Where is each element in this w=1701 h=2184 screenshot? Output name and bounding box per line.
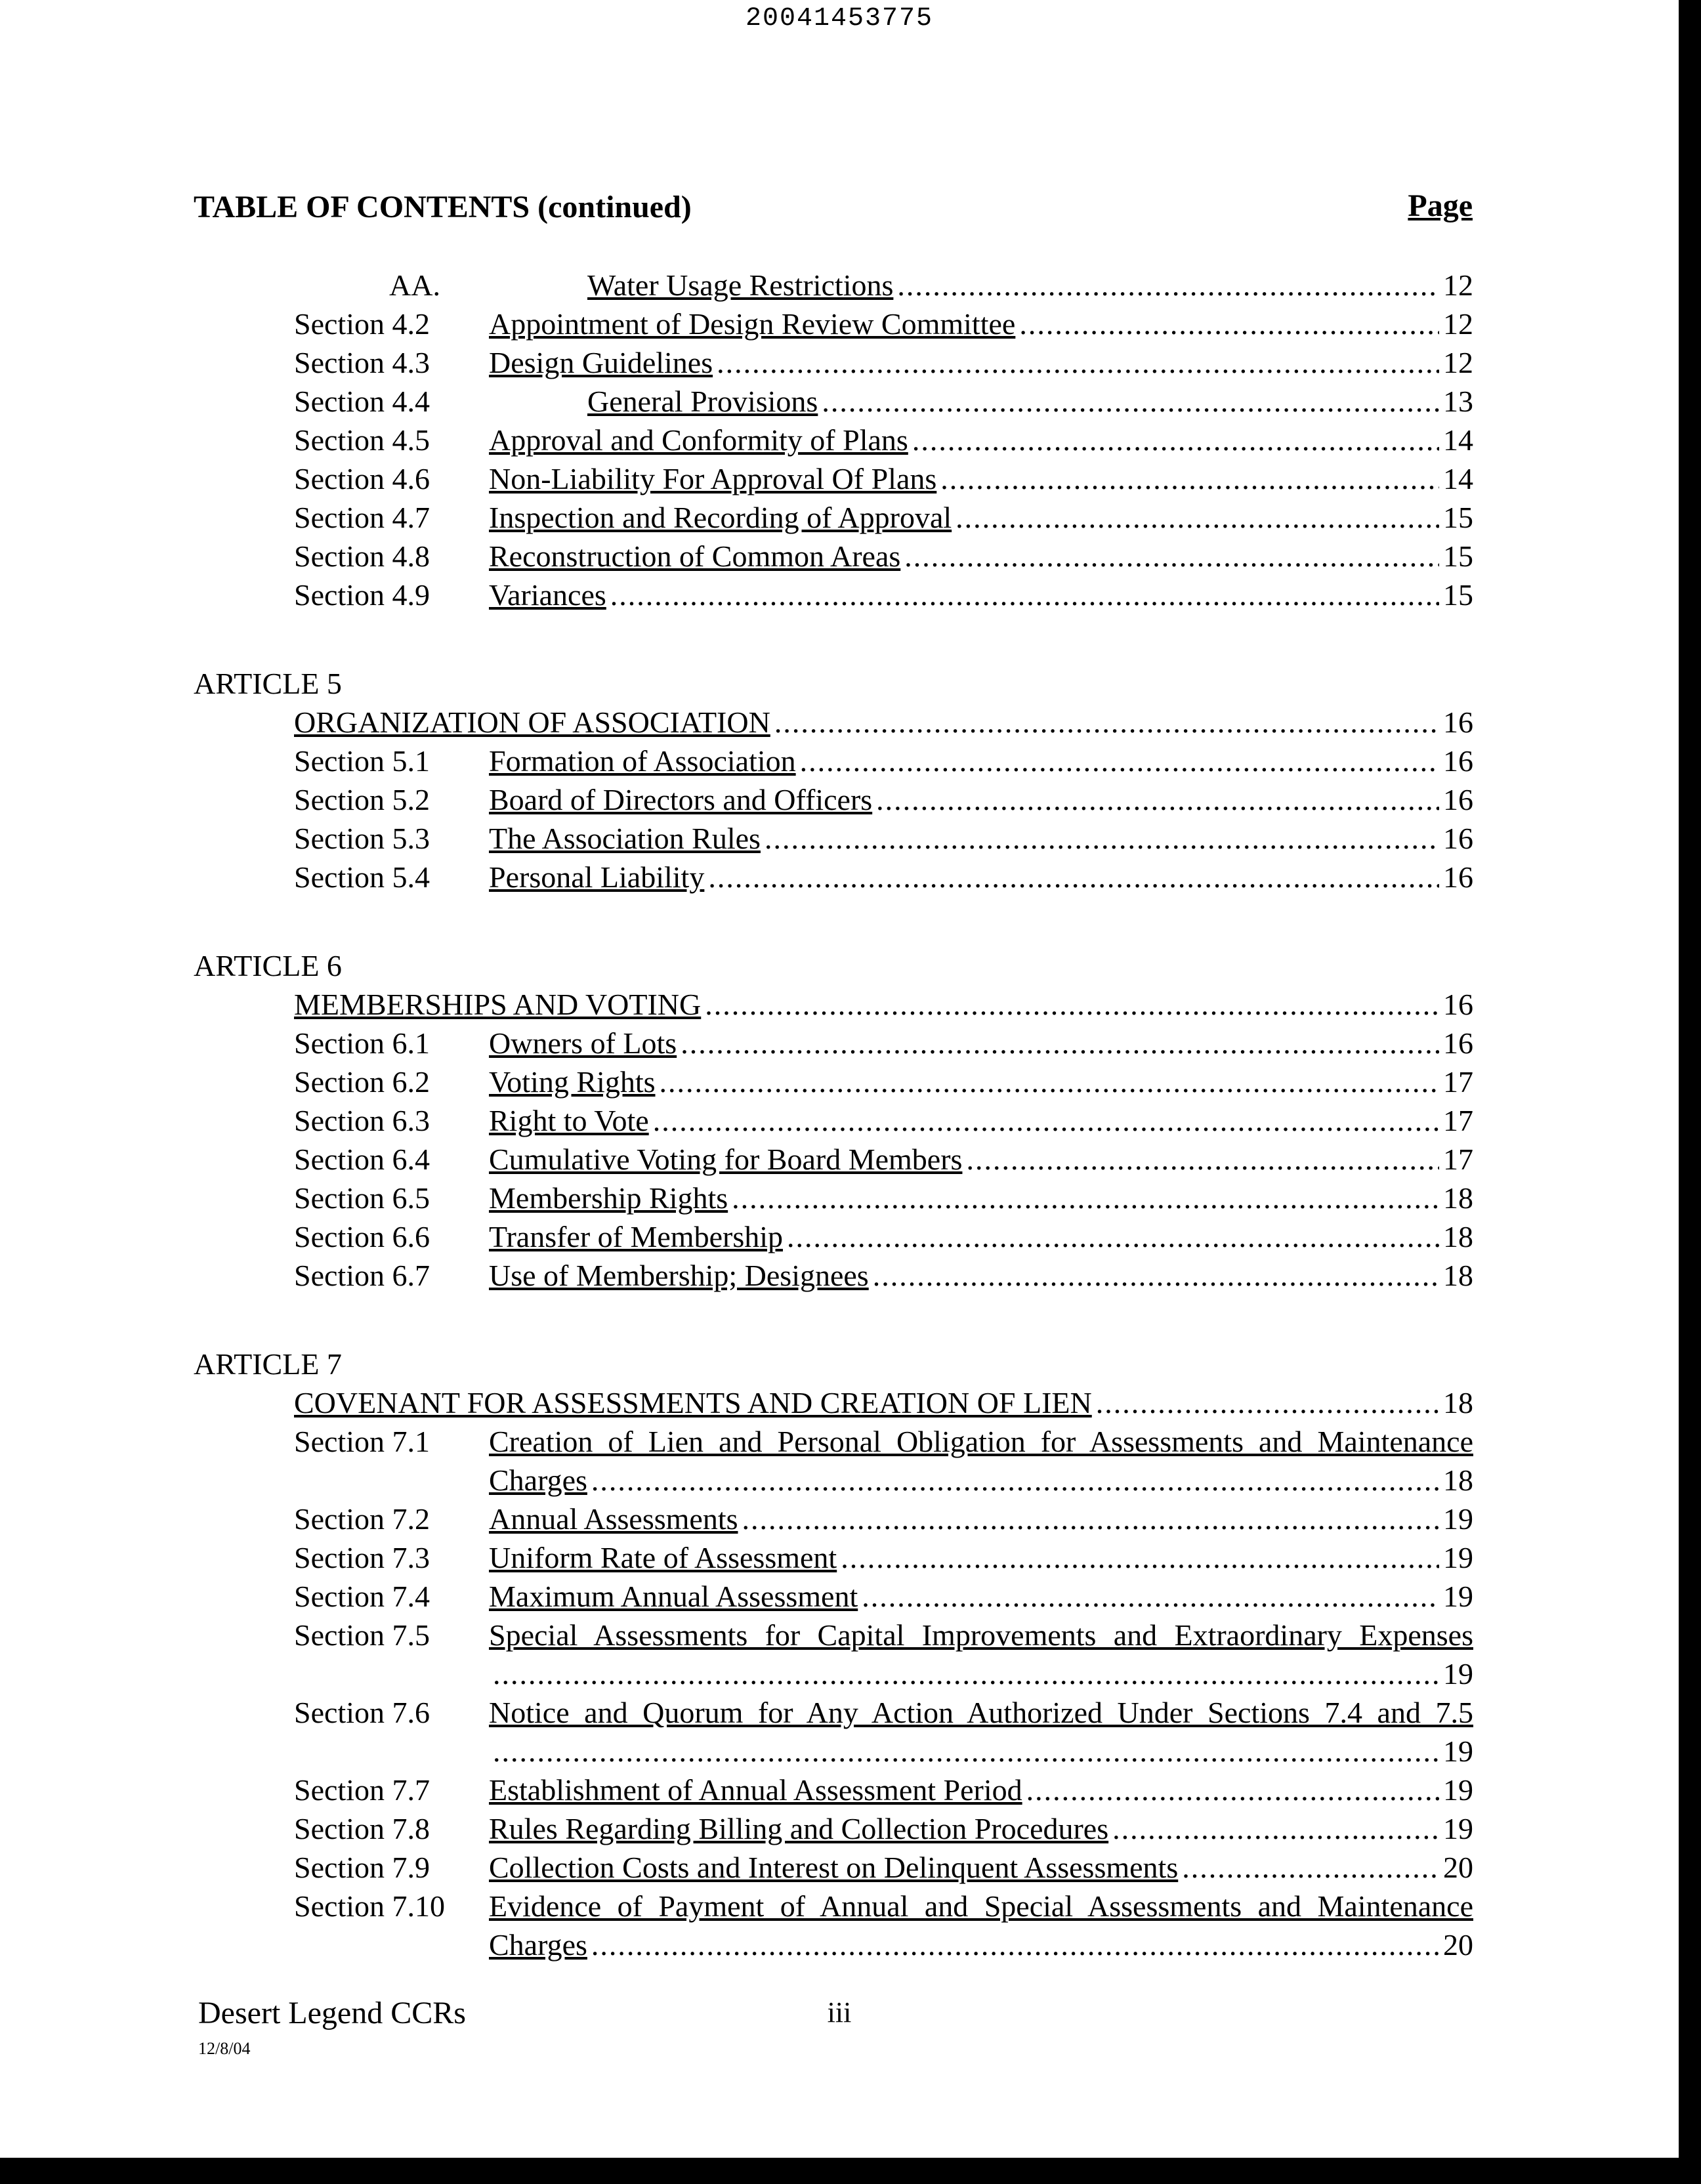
entry-title: The Association Rules xyxy=(489,822,761,855)
toc-entry-line xyxy=(489,1654,1473,1693)
section-number: Section 4.8 xyxy=(294,539,430,573)
entry-title: Reconstruction of Common Areas xyxy=(489,539,901,573)
toc-heading: TABLE OF CONTENTS (continued) xyxy=(194,190,692,224)
entry-page: 19 xyxy=(1443,1580,1473,1613)
toc-entry-line xyxy=(489,421,1473,459)
page-number: iii xyxy=(827,1996,852,2028)
toc-row xyxy=(194,1809,1473,1848)
entry-page: 19 xyxy=(1443,1773,1473,1807)
entry-title: Establishment of Annual Assessment Period xyxy=(489,1773,1022,1807)
article-heading-row xyxy=(194,664,1473,703)
section-number: Section 5.2 xyxy=(294,783,430,816)
toc-entries xyxy=(194,266,1473,1964)
dot-leader xyxy=(862,1577,1439,1616)
section-gap xyxy=(194,1295,1473,1345)
entry-page: 20 xyxy=(1443,1928,1473,1962)
toc-row xyxy=(194,780,1473,819)
toc-entry-line xyxy=(294,703,1473,742)
toc-row xyxy=(194,1693,1473,1732)
dot-leader xyxy=(904,537,1439,576)
entry-title: Maximum Annual Assessment xyxy=(489,1580,858,1613)
entry-page: 19 xyxy=(1443,1734,1473,1768)
entry-title: Non-Liability For Approval Of Plans xyxy=(489,462,937,495)
toc-row-continued xyxy=(194,1732,1473,1771)
entry-title: Personal Liability xyxy=(489,860,705,894)
dot-leader xyxy=(493,1732,1439,1771)
toc-entry-line xyxy=(489,1062,1473,1101)
entry-title: Charges xyxy=(489,1928,587,1962)
section-number: Section 5.1 xyxy=(294,744,430,778)
toc-entry-line xyxy=(489,1925,1473,1964)
section-number: Section 6.2 xyxy=(294,1065,430,1099)
entry-page: 18 xyxy=(1443,1259,1473,1292)
entry-title: Membership Rights xyxy=(489,1181,728,1215)
dot-leader xyxy=(681,1024,1439,1062)
article-title-row xyxy=(194,703,1473,742)
toc-row xyxy=(194,1217,1473,1256)
toc-entry-line xyxy=(489,1140,1473,1179)
section-number: Section 4.3 xyxy=(294,346,430,379)
dot-leader xyxy=(1026,1771,1439,1809)
entry-title: Uniform Rate of Assessment xyxy=(489,1541,837,1574)
toc-entry-line xyxy=(489,819,1473,858)
section-number: AA. xyxy=(389,268,440,302)
entry-page: 12 xyxy=(1443,268,1473,302)
entry-page: 19 xyxy=(1443,1541,1473,1574)
toc-row xyxy=(194,858,1473,896)
toc-row xyxy=(194,576,1473,614)
toc-row-continued xyxy=(194,1461,1473,1500)
entry-page: 17 xyxy=(1443,1143,1473,1176)
dot-leader xyxy=(876,780,1439,819)
entry-title: Right to Vote xyxy=(489,1104,649,1137)
dot-leader xyxy=(912,421,1439,459)
section-number: Section 6.6 xyxy=(294,1220,430,1253)
toc-row xyxy=(194,459,1473,498)
entry-page: 16 xyxy=(1443,705,1473,739)
scan-border-bottom xyxy=(0,2158,1701,2184)
entry-title: COVENANT FOR ASSESSMENTS AND CREATION OF LIEN xyxy=(294,1386,1092,1419)
entry-page: 13 xyxy=(1443,385,1473,418)
section-number: Section 4.2 xyxy=(294,307,430,341)
article-heading: ARTICLE 5 xyxy=(194,667,342,700)
toc-row xyxy=(194,1101,1473,1140)
section-number: Section 7.4 xyxy=(294,1580,430,1613)
toc-entry-line xyxy=(489,304,1473,343)
entry-page: 19 xyxy=(1443,1812,1473,1845)
scan-border-right xyxy=(1679,0,1701,2184)
entry-title: Approval and Conformity of Plans xyxy=(489,423,908,457)
entry-title: Annual Assessments xyxy=(489,1502,738,1536)
section-number: Section 4.7 xyxy=(294,501,430,534)
dot-leader xyxy=(940,459,1439,498)
footer-date: 12/8/04 xyxy=(198,2039,251,2058)
entry-title: Use of Membership; Designees xyxy=(489,1259,869,1292)
toc-entry-line xyxy=(489,1461,1473,1500)
article-heading-row xyxy=(194,1345,1473,1383)
toc-row xyxy=(194,382,1473,421)
entry-page: 16 xyxy=(1443,1026,1473,1060)
dot-leader xyxy=(800,742,1439,780)
dot-leader xyxy=(708,858,1439,896)
entry-page: 16 xyxy=(1443,822,1473,855)
entry-page: 15 xyxy=(1443,539,1473,573)
toc-row xyxy=(194,498,1473,537)
toc-row xyxy=(194,343,1473,382)
toc-row xyxy=(194,1577,1473,1616)
section-number: Section 4.5 xyxy=(294,423,430,457)
entry-page: 19 xyxy=(1443,1657,1473,1690)
section-gap xyxy=(194,614,1473,664)
dot-leader xyxy=(591,1925,1439,1964)
dot-leader xyxy=(705,985,1439,1024)
entry-title: Board of Directors and Officers xyxy=(489,783,873,816)
section-number: Section 5.4 xyxy=(294,860,430,894)
entry-title: General Provisions xyxy=(587,385,818,418)
entry-title: Collection Costs and Interest on Delinquent Assessments xyxy=(489,1851,1179,1884)
section-number: Section 7.10 xyxy=(294,1889,445,1923)
dot-leader xyxy=(1182,1848,1439,1887)
section-gap xyxy=(194,896,1473,946)
toc-row xyxy=(194,819,1473,858)
toc-entry-line xyxy=(489,1024,1473,1062)
page-column-heading: Page xyxy=(1408,188,1473,223)
section-number: Section 6.5 xyxy=(294,1181,430,1215)
toc-row xyxy=(194,1771,1473,1809)
section-number: Section 4.4 xyxy=(294,385,430,418)
dot-leader xyxy=(897,266,1439,304)
entry-page: 15 xyxy=(1443,578,1473,612)
entry-title: Inspection and Recording of Approval xyxy=(489,501,952,534)
entry-title: ORGANIZATION OF ASSOCIATION xyxy=(294,705,770,739)
dot-leader xyxy=(660,1062,1440,1101)
entry-page: 17 xyxy=(1443,1104,1473,1137)
toc-entry-line xyxy=(489,1732,1473,1771)
toc-entry-line xyxy=(489,1771,1473,1809)
toc-entry-line xyxy=(587,382,1473,421)
entry-page: 14 xyxy=(1443,423,1473,457)
entry-page: 18 xyxy=(1443,1463,1473,1497)
section-number: Section 4.9 xyxy=(294,578,430,612)
entry-page: 16 xyxy=(1443,744,1473,778)
entry-page: 15 xyxy=(1443,501,1473,534)
toc-row xyxy=(194,1848,1473,1887)
entry-page: 17 xyxy=(1443,1065,1473,1099)
entry-page: 16 xyxy=(1443,783,1473,816)
article-heading: ARTICLE 6 xyxy=(194,949,342,982)
dot-leader xyxy=(717,343,1439,382)
section-number: Section 7.8 xyxy=(294,1812,430,1845)
entry-page: 12 xyxy=(1443,346,1473,379)
entry-page: 16 xyxy=(1443,988,1473,1021)
dot-leader xyxy=(742,1500,1440,1538)
entry-title: Formation of Association xyxy=(489,744,796,778)
entry-title: Owners of Lots xyxy=(489,1026,677,1060)
dot-leader xyxy=(610,576,1439,614)
toc-row xyxy=(194,1616,1473,1654)
toc-entry-line xyxy=(489,537,1473,576)
toc-row xyxy=(194,742,1473,780)
toc-row xyxy=(194,266,1473,304)
toc-row-continued xyxy=(194,1654,1473,1693)
toc-entry-line xyxy=(489,1179,1473,1217)
dot-leader xyxy=(653,1101,1439,1140)
dot-leader xyxy=(732,1179,1439,1217)
article-heading-row xyxy=(194,946,1473,985)
section-number: Section 6.4 xyxy=(294,1143,430,1176)
section-number: Section 7.2 xyxy=(294,1502,430,1536)
toc-row xyxy=(194,421,1473,459)
section-number: Section 6.3 xyxy=(294,1104,430,1137)
section-number: Section 7.5 xyxy=(294,1618,430,1652)
entry-title: Creation of Lien and Personal Obligation for Assessments and Maintenance xyxy=(489,1425,1473,1458)
dot-leader xyxy=(787,1217,1439,1256)
dot-leader xyxy=(1019,304,1439,343)
toc-row xyxy=(194,1422,1473,1461)
dot-leader xyxy=(493,1654,1439,1693)
entry-title: Variances xyxy=(489,578,606,612)
article-heading: ARTICLE 7 xyxy=(194,1347,342,1381)
toc-row xyxy=(194,1256,1473,1295)
toc-entry-line xyxy=(489,1500,1473,1538)
toc-row xyxy=(194,1887,1473,1925)
dot-leader xyxy=(1096,1383,1439,1422)
toc-entry-line xyxy=(489,1217,1473,1256)
toc-entry-line xyxy=(489,1809,1473,1848)
section-number: Section 4.6 xyxy=(294,462,430,495)
toc-entry-line xyxy=(489,858,1473,896)
section-number: Section 5.3 xyxy=(294,822,430,855)
entry-page: 16 xyxy=(1443,860,1473,894)
toc-entry-line xyxy=(489,576,1473,614)
dot-leader xyxy=(873,1256,1439,1295)
toc-row xyxy=(194,304,1473,343)
entry-title: Transfer of Membership xyxy=(489,1220,784,1253)
dot-leader xyxy=(774,703,1439,742)
entry-page: 18 xyxy=(1443,1220,1473,1253)
entry-page: 19 xyxy=(1443,1502,1473,1536)
entry-page: 18 xyxy=(1443,1181,1473,1215)
toc-row xyxy=(194,537,1473,576)
toc-entry-line xyxy=(489,1848,1473,1887)
entry-title: Charges xyxy=(489,1463,587,1497)
document-id: 20041453775 xyxy=(745,4,934,33)
entry-title: Water Usage Restrictions xyxy=(587,268,894,302)
toc-entry-line xyxy=(489,742,1473,780)
toc-row xyxy=(194,1179,1473,1217)
toc-entry-line xyxy=(294,1383,1473,1422)
toc-entry-line xyxy=(489,780,1473,819)
section-number: Section 6.1 xyxy=(294,1026,430,1060)
toc-entry-line xyxy=(489,343,1473,382)
entry-title: Rules Regarding Billing and Collection Procedures xyxy=(489,1812,1109,1845)
article-title-row xyxy=(194,1383,1473,1422)
dot-leader xyxy=(841,1538,1439,1577)
section-number: Section 7.1 xyxy=(294,1425,430,1458)
entry-page: 12 xyxy=(1443,307,1473,341)
section-number: Section 6.7 xyxy=(294,1259,430,1292)
article-title-row xyxy=(194,985,1473,1024)
entry-title: Design Guidelines xyxy=(489,346,713,379)
entry-title: Special Assessments for Capital Improvements and Extraordinary Expenses xyxy=(489,1618,1473,1652)
toc-row xyxy=(194,1140,1473,1179)
entry-title: Appointment of Design Review Committee xyxy=(489,307,1016,341)
entry-page: 20 xyxy=(1443,1851,1473,1884)
section-number: Section 7.9 xyxy=(294,1851,430,1884)
toc-entry-line xyxy=(489,1538,1473,1577)
dot-leader xyxy=(765,819,1439,858)
toc-entry-line xyxy=(294,985,1473,1024)
entry-title: Voting Rights xyxy=(489,1065,656,1099)
toc-row-continued xyxy=(194,1925,1473,1964)
entry-title: Cumulative Voting for Board Members xyxy=(489,1143,963,1176)
toc-entry-line xyxy=(489,1577,1473,1616)
entry-title: MEMBERSHIPS AND VOTING xyxy=(294,988,702,1021)
toc-entry-line xyxy=(587,266,1473,304)
section-number: Section 7.6 xyxy=(294,1696,430,1729)
toc-entry-line xyxy=(489,1101,1473,1140)
dot-leader xyxy=(1112,1809,1439,1848)
footer-title: Desert Legend CCRs xyxy=(198,1996,466,2030)
toc-entry-line xyxy=(489,498,1473,537)
dot-leader xyxy=(956,498,1439,537)
toc-entry-line xyxy=(489,1256,1473,1295)
dot-leader xyxy=(822,382,1439,421)
entry-page: 14 xyxy=(1443,462,1473,495)
toc-row xyxy=(194,1062,1473,1101)
dot-leader xyxy=(966,1140,1439,1179)
entry-title: Notice and Quorum for Any Action Authorized Under Sections 7.4 and 7.5 xyxy=(489,1696,1473,1729)
toc-entry-line xyxy=(489,459,1473,498)
toc-row xyxy=(194,1024,1473,1062)
entry-title: Evidence of Payment of Annual and Special Assessments and Maintenance xyxy=(489,1889,1473,1923)
toc-row xyxy=(194,1500,1473,1538)
section-number: Section 7.3 xyxy=(294,1541,430,1574)
toc-row xyxy=(194,1538,1473,1577)
entry-page: 18 xyxy=(1443,1386,1473,1419)
dot-leader xyxy=(591,1461,1439,1500)
section-number: Section 7.7 xyxy=(294,1773,430,1807)
